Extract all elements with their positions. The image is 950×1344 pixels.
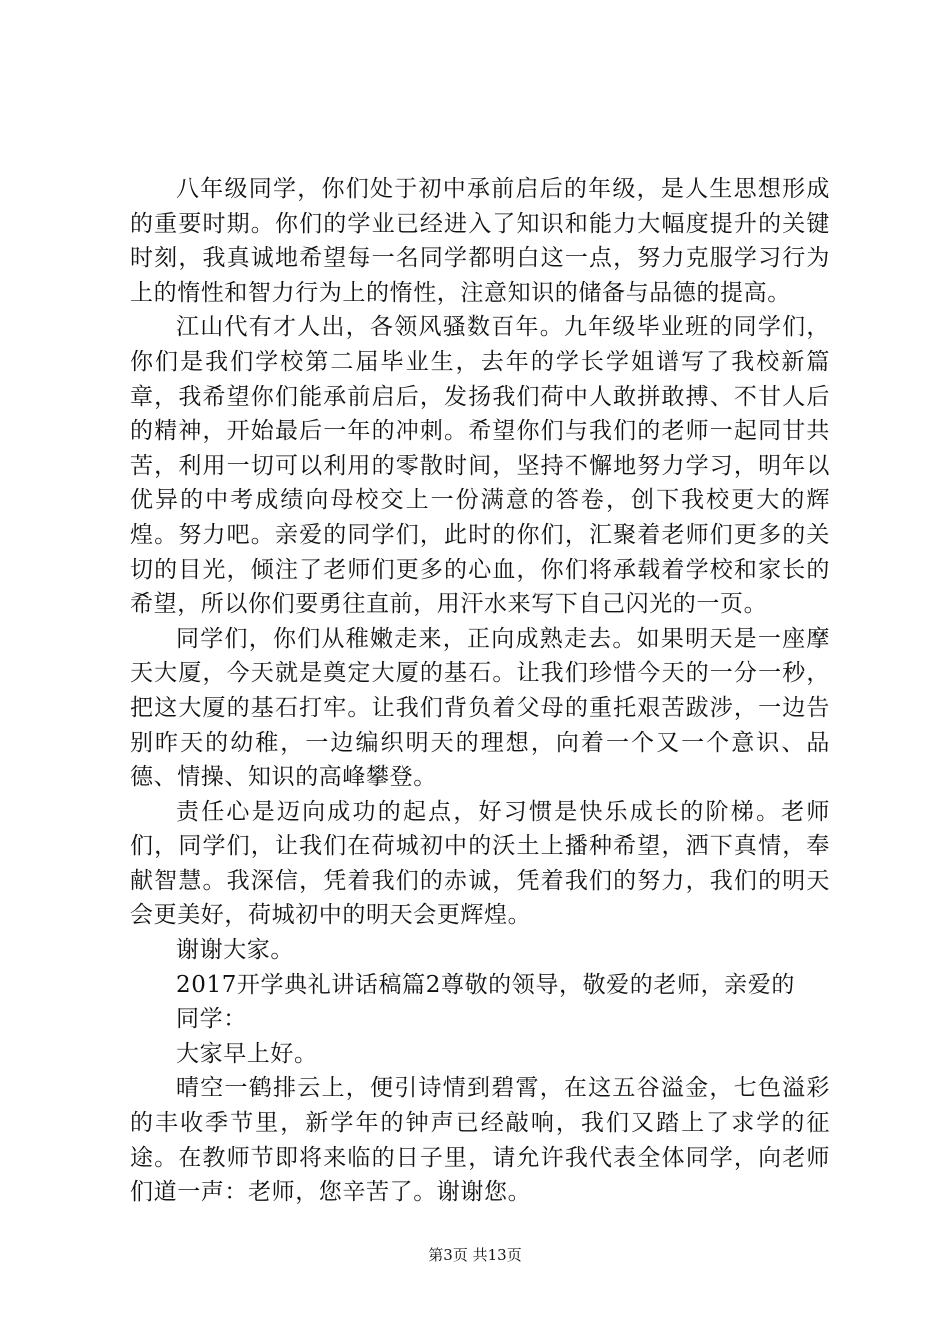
paragraph: 同学们，你们从稚嫩走来，正向成熟走去。如果明天是一座摩天大厦，今天就是奠定大厦的基石。让我们珍惜今天的一分一秒，把这大厦的基石打牢。让我们背负着父母的重托艰苦跋涉，一边告别昨天的幼稚，一边编织明天的理想，向着一个又一个意识、品德、情操、知识的高峰攀登。	[130, 625, 830, 791]
paragraph: 同学：	[176, 1006, 247, 1033]
page-footer	[0, 1245, 950, 1265]
paragraph: 江山代有才人出，各领风骚数百年。九年级毕业班的同学们，你们是我们学校第二届毕业生，去年的学长学姐谱写了我校新篇章，我希望你们能承前启后，发扬我们荷中人敢拼敢搏、不甘人后的精神，开始最后一年的冲刺。希望你们与我们的老师一起同甘共苦，利用一切可以利用的零散时间，坚持不懈地努力学习，明年以优异的中考成绩向母校交上一份满意的答卷，创下我校更大的辉煌。努力吧。亲爱的同学们，此时的你们，汇聚着老师们更多的关切的目光，倾注了老师们更多的心血，你们将承载着学校和家长的希望，所以你们要勇往直前，用汗水来写下自己闪光的一页。	[130, 314, 830, 618]
paragraph: 谢谢大家。	[176, 937, 294, 964]
document-body	[130, 172, 830, 1210]
paragraph: 晴空一鹤排云上，便引诗情到碧霄，在这五谷溢金，七色溢彩的丰收季节里，新学年的钟声已经敲响，我们又踏上了求学的征途。在教师节即将来临的日子里，请允许我代表全体同学，向老师们道一声：老师，您辛苦了。谢谢您。	[130, 1075, 830, 1206]
paragraph: 八年级同学，你们处于初中承前启后的年级，是人生思想形成的重要时期。你们的学业已经进入了知识和能力大幅度提升的关键时刻，我真诚地希望每一名同学都明白这一点，努力克服学习行为上的惰性和智力行为上的惰性，注意知识的储备与品德的提高。	[130, 176, 830, 306]
paragraph: 2017开学典礼讲话稿篇2尊敬的领导，敬爱的老师，亲爱的	[176, 971, 795, 998]
page-number: 第3页 共13页	[428, 1246, 522, 1264]
paragraph: 责任心是迈向成功的起点，好习惯是快乐成长的阶梯。老师们，同学们，让我们在荷城初中的沃土上播种希望，洒下真情，奉献智慧。我深信，凭着我们的赤诚，凭着我们的努力，我们的明天会更美好，荷城初中的明天会更辉煌。	[130, 798, 830, 929]
paragraph: 大家早上好。	[176, 1040, 318, 1067]
